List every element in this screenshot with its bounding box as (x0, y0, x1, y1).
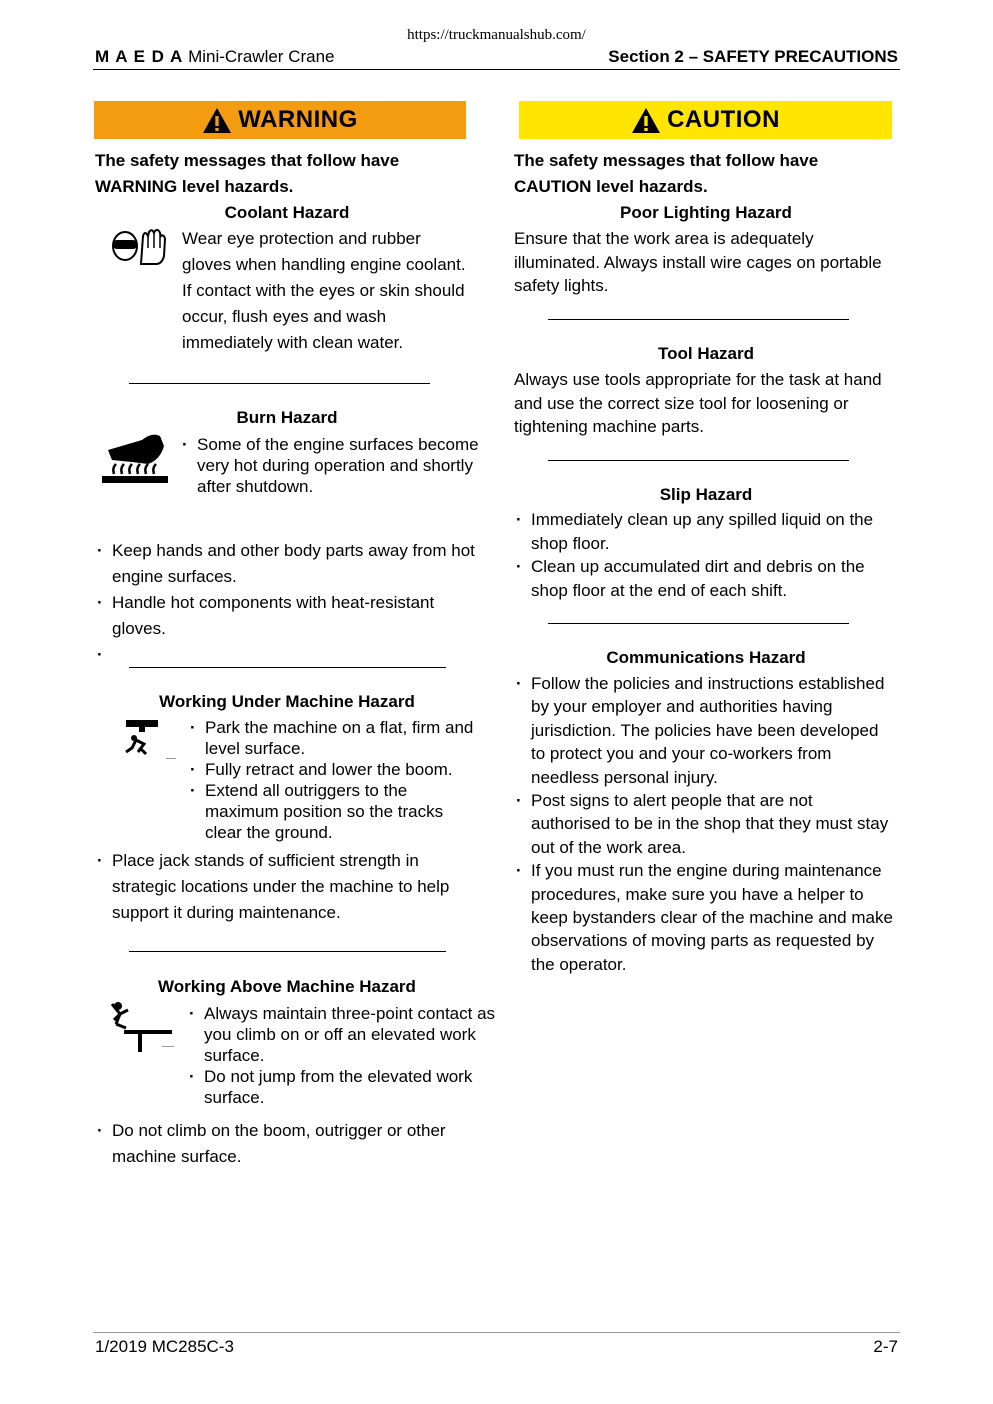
warning-intro (95, 148, 399, 200)
text-line: and use the correct size tool for loosening or (514, 393, 849, 413)
text-line: safety lights. (514, 276, 609, 295)
document-id: 1/2019 MC285C-3 (95, 1337, 234, 1356)
warning-banner (94, 101, 466, 139)
section-divider (129, 667, 446, 668)
warning-triangle-icon (631, 107, 661, 134)
list-item (188, 780, 473, 843)
text-line: you climb on or off an elevated work (204, 1025, 476, 1044)
text-line: · Park the machine on a flat, firm and (205, 718, 474, 737)
caution-intro (514, 148, 818, 200)
section-divider (548, 623, 849, 624)
caution-banner-label: CAUTION (667, 106, 780, 133)
list-item (95, 1118, 446, 1170)
text-line: keep bystanders clear of the machine and make (531, 908, 893, 928)
section-divider (548, 460, 849, 461)
burn-bullets (95, 538, 475, 642)
text-line: observations of moving parts as requested by (531, 931, 875, 951)
goggles-icon (112, 228, 170, 266)
hot-surface-icon (102, 430, 168, 484)
text-line: · Follow the policies and instructions established (531, 674, 885, 693)
under-icon-bullets (188, 717, 473, 843)
communications-hazard-bullets (514, 672, 893, 976)
burn-hazard-title: Burn Hazard (236, 408, 338, 427)
section-divider (129, 951, 446, 952)
text-line: tightening machine parts. (514, 417, 704, 436)
footer-divider (93, 1332, 900, 1333)
poor-lighting-text (514, 227, 882, 298)
working-under-title: Working Under Machine Hazard (159, 692, 415, 711)
stray-bullet-mark: · (97, 645, 103, 664)
text-line: · Some of the engine surfaces become (197, 435, 479, 454)
list-item (514, 789, 893, 859)
text-line: shop floor at the end of each shift. (531, 580, 788, 600)
poor-lighting-title: Poor Lighting Hazard (620, 203, 792, 222)
source-url[interactable]: https://truckmanualshub.com/ (407, 27, 586, 43)
list-item (514, 555, 873, 602)
text-line: illuminated. Always install wire cages on portable (514, 252, 882, 272)
text-line: · Do not jump from the elevated work (204, 1067, 473, 1086)
text-line: the operator. (531, 954, 627, 974)
list-item (187, 1066, 495, 1108)
text-line: occur, flush eyes and wash (182, 307, 387, 326)
list-item (180, 434, 479, 497)
above-icon-bullets (187, 1003, 495, 1108)
list-item (188, 759, 473, 780)
page-number: 2-7 (873, 1337, 898, 1356)
text-line: gloves when handling engine coolant. (182, 255, 466, 274)
text-line: · Keep hands and other body parts away from hot (112, 541, 475, 560)
text-line: gloves. (112, 619, 166, 638)
text-line: jurisdiction. The policies have been developed (531, 720, 879, 740)
warning-intro-line: WARNING level hazards. (95, 177, 294, 196)
slip-hazard-bullets (514, 508, 873, 602)
coolant-hazard-title: Coolant Hazard (224, 203, 350, 222)
text-line: maximum position so the tracks (205, 802, 444, 821)
section-divider (129, 383, 430, 384)
slip-hazard-title: Slip Hazard (659, 485, 753, 504)
text-line: · Immediately clean up any spilled liquid on the (531, 510, 874, 529)
text-line: · Always maintain three-point contact as (204, 1004, 496, 1023)
text-line: If contact with the eyes or skin should (182, 281, 465, 300)
text-line: level surface. (205, 739, 306, 758)
list-item (514, 508, 873, 555)
under-bullets (95, 848, 449, 926)
text-line: to protect you and your co-workers from (531, 744, 832, 764)
text-line: engine surfaces. (112, 567, 237, 586)
text-line: out of the work area. (531, 837, 686, 857)
text-line: · Post signs to alert people that are not (531, 791, 813, 811)
list-item (514, 859, 893, 976)
text-line: clear the ground. (205, 823, 333, 842)
warning-intro-line: The safety messages that follow have (95, 151, 400, 170)
text-line: shop floor. (531, 533, 610, 553)
text-line: · Fully retract and lower the boom. (205, 760, 453, 779)
communications-hazard-title: Communications Hazard (606, 648, 806, 667)
tool-hazard-text (514, 368, 882, 439)
header-divider (93, 69, 900, 70)
text-line: · If you must run the engine during maintenance (531, 861, 882, 881)
list-item (514, 672, 893, 789)
list-item (187, 1003, 495, 1066)
text-line: authorised to be in the shop that they must stay (531, 814, 889, 834)
crush-hazard-icon (122, 718, 180, 764)
text-line: after shutdown. (197, 477, 314, 496)
fall-hazard-icon (108, 1000, 178, 1054)
text-line: · Handle hot components with heat-resistant (112, 593, 435, 612)
brand-name: M A E D A (95, 47, 184, 66)
list-item (95, 848, 449, 926)
list-item (95, 538, 475, 590)
text-line: · Extend all outriggers to the (205, 781, 408, 800)
text-line: surface. (204, 1088, 265, 1107)
text-line: by your employer and authorities having (531, 697, 833, 717)
header-brand-line (95, 47, 335, 67)
text-line: strategic locations under the machine to help (112, 877, 450, 896)
coolant-hazard-text (182, 226, 466, 356)
text-line: Ensure that the work area is adequately (514, 229, 814, 248)
list-item (188, 717, 473, 759)
text-line: very hot during operation and shortly (197, 456, 473, 475)
section-divider (548, 319, 849, 320)
text-line: surface. (204, 1046, 265, 1065)
warning-triangle-icon (202, 107, 232, 134)
text-line: Wear eye protection and rubber (182, 229, 421, 248)
working-above-title: Working Above Machine Hazard (158, 977, 416, 996)
list-item (95, 590, 475, 642)
text-line: support it during maintenance. (112, 903, 341, 922)
tool-hazard-title: Tool Hazard (657, 344, 755, 363)
text-line: Always use tools appropriate for the task at hand (514, 370, 882, 389)
caution-intro-line: The safety messages that follow have (514, 151, 819, 170)
warning-banner-label: WARNING (238, 106, 358, 133)
caution-banner (519, 101, 892, 139)
text-line: · Place jack stands of sufficient strength in (112, 851, 419, 870)
text-line: needless personal injury. (531, 767, 718, 787)
text-line: machine surface. (112, 1147, 242, 1166)
text-line: · Do not climb on the boom, outrigger or other (112, 1121, 446, 1140)
caution-intro-line: CAUTION level hazards. (514, 177, 708, 196)
text-line: immediately with clean water. (182, 333, 404, 352)
above-bullets (95, 1118, 446, 1170)
text-line: procedures, make sure you have a helper to (531, 884, 864, 904)
burn-icon-bullet (180, 434, 479, 497)
section-title: Section 2 – SAFETY PRECAUTIONS (608, 47, 898, 66)
product-name: Mini-Crawler Crane (188, 47, 335, 66)
text-line: · Clean up accumulated dirt and debris on the (531, 557, 865, 576)
